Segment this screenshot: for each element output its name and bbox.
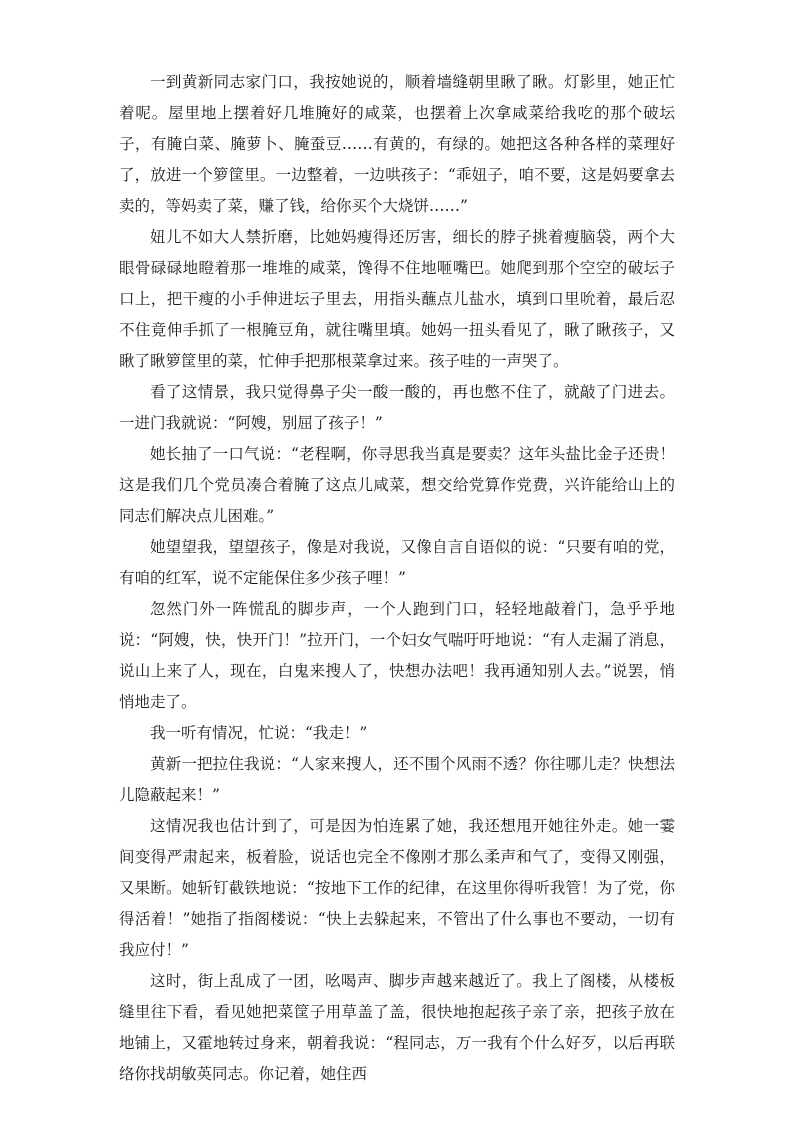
paragraph: 一到黄新同志家门口，我按她说的，顺着墙缝朝里瞅了瞅。灯影里，她正忙着呢。屋里地上摆着好几堆腌好的咸菜，也摆着上次拿咸菜给我吃的那个破坛子，有腌白菜、腌萝卜、腌蚕豆……有黄的，有绿的。她把这各种各样的菜理好了，放进一个箩筐里。一边整着，一边哄孩子：“乖妞子，咱不要，这是妈要拿去卖的，等妈卖了菜，赚了钱，给你买个大烧饼……” bbox=[119, 73, 675, 215]
paragraph: 我一听有情况，忙说：“我走！” bbox=[150, 724, 368, 742]
paragraph: 这时，街上乱成了一团，吆喝声、脚步声越来越近了。我上了阁楼，从楼板缝里往下看，看见她把菜筐子用草盖了盖，很快地抱起孩子亲了亲，把孩子放在地铺上，又霍地转过身来，朝着我说：“程同志，万一我有个什么好歹，以后再联络你找胡敏英同志。你记着，她住西 bbox=[119, 972, 675, 1083]
paragraph: 看了这情景，我只觉得鼻子尖一酸一酸的，再也憋不住了，就敲了门进去。一进门我就说：“阿嫂，别屈了孩子！” bbox=[119, 383, 675, 432]
story-text bbox=[119, 67, 675, 1090]
paragraph: 妞儿不如大人禁折磨，比她妈瘦得还厉害，细长的脖子挑着瘦脑袋，两个大眼骨碌碌地瞪着那一堆堆的咸菜，馋得不住地咂嘴巴。她爬到那个空空的破坛子口上，把干瘦的小手伸进坛子里去，用指头蘸点儿盐水，填到口里吮着，最后忍不住竟伸手抓了一根腌豆角，就往嘴里填。她妈一扭头看见了，瞅了瞅孩子，又瞅了瞅箩筐里的菜，忙伸手把那根菜拿过来。孩子哇的一声哭了。 bbox=[119, 228, 675, 370]
paragraph: 她长抽了一口气说：“老程啊，你寻思我当真是要卖？这年头盐比金子还贵！这是我们几个党员凑合着腌了这点儿咸菜，想交给党算作党费，兴许能给山上的同志们解决点儿困难。” bbox=[119, 445, 675, 525]
paragraph: 忽然门外一阵慌乱的脚步声，一个人跑到门口，轻轻地敲着门，急乎乎地说：“阿嫂，快，快开门！”拉开门，一个妇女气喘吁吁地说：“有人走漏了消息，说山上来了人，现在，白鬼来搜人了，快想办法吧！我再通知别人去。”说罢，悄悄地走了。 bbox=[119, 600, 675, 711]
paragraph: 黄新一把拉住我说：“人家来搜人，还不围个风雨不透？你往哪儿走？快想法儿隐蔽起来！” bbox=[119, 755, 675, 804]
paragraph: 她望望我，望望孩子，像是对我说，又像自言自语似的说：“只要有咱的党，有咱的红军，说不定能保住多少孩子哩！” bbox=[119, 538, 675, 587]
paragraph: 这情况我也估计到了，可是因为怕连累了她，我还想甩开她往外走。她一霎间变得严肃起来，板着脸，说话也完全不像刚才那么柔声和气了，变得又刚强，又果断。她斩钉截铁地说：“按地下工作的纪律，在这里你得听我管！为了党，你得活着！”她指了指阁楼说：“快上去躲起来，不管出了什么事也不要动，一切有我应付！” bbox=[119, 817, 675, 959]
